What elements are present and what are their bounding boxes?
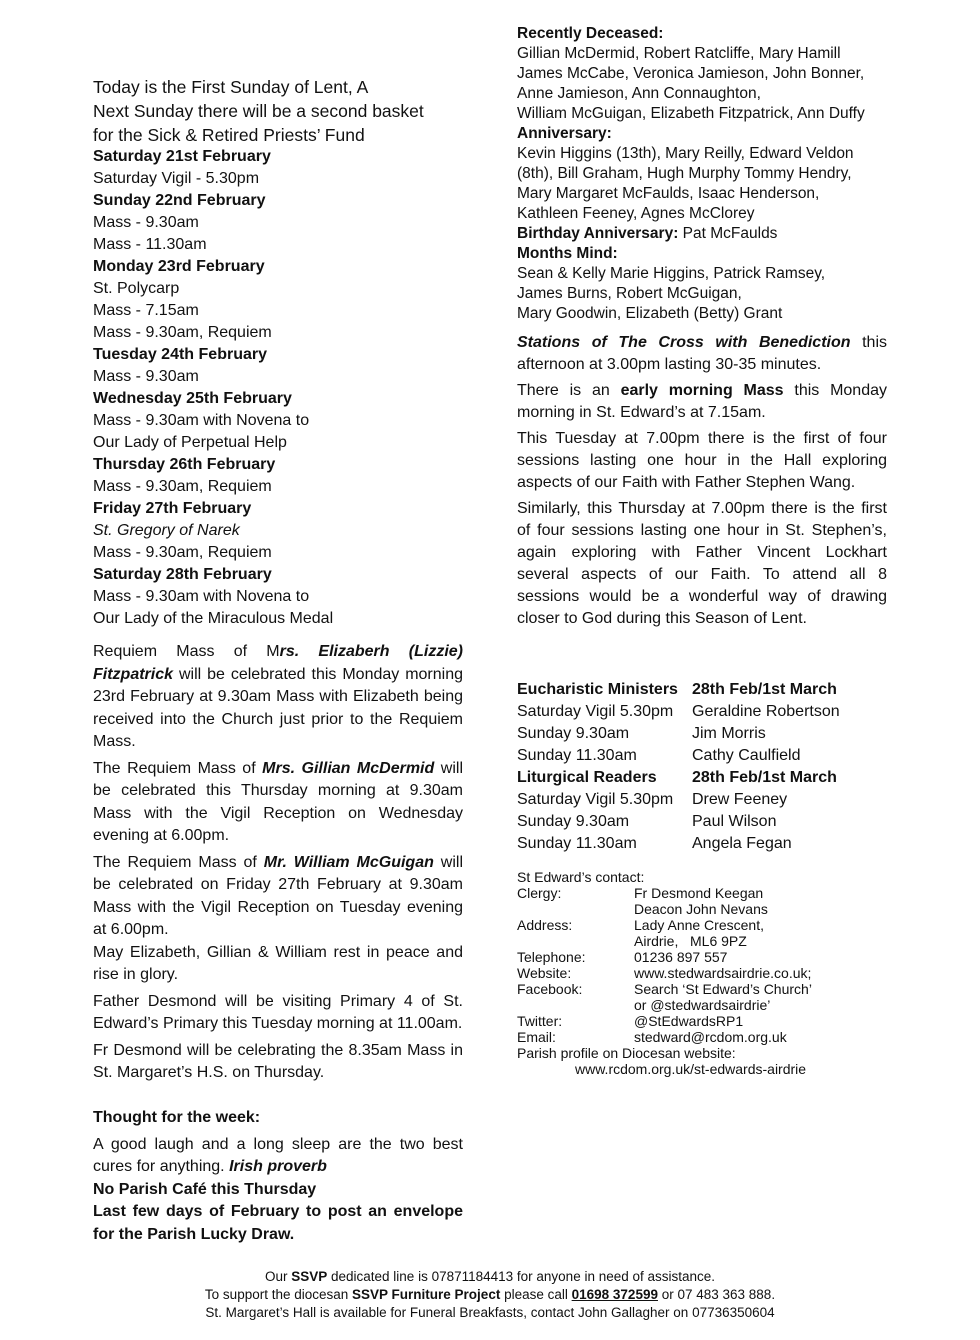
schedule-line: Mass - 9.30am, Requiem (93, 544, 272, 561)
early-mass-label: early morning Mass (620, 382, 784, 399)
parish-notices (517, 332, 887, 630)
contact-heading: St Edward’s contact: (517, 869, 645, 885)
anniversary-line: Kathleen Feeney, Agnes McClorey (517, 205, 755, 222)
months-mind-line: Sean & Kelly Marie Higgins, Patrick Ramsey, (517, 265, 826, 282)
schedule-day: Saturday 28th February (93, 566, 272, 583)
email-label: Email: (517, 1029, 556, 1045)
months-mind-heading: Months Mind: (517, 245, 618, 262)
notice-primary-visit: Father Desmond will be visiting Primary 4 of St. Edward’s Primary this Tuesday morning at 11.00am. (93, 992, 463, 1032)
thought-heading: Thought for the week: (93, 1109, 261, 1126)
table-row (517, 813, 840, 835)
intro-line-1: Today is the First Sunday of Lent, A (93, 77, 369, 97)
table-row (517, 835, 840, 857)
schedule-line: Mass - 11.30am (93, 236, 207, 253)
stations-title: Stations of The Cross with Benediction (517, 334, 851, 351)
table-row (517, 725, 840, 747)
schedule-day: Tuesday 24th February (93, 346, 267, 363)
schedule-line: Mass - 9.30am (93, 214, 199, 231)
rota-name: Geraldine Robertson (692, 703, 840, 720)
address-label: Address: (517, 917, 573, 933)
rota-name: Cathy Caulfield (692, 747, 801, 764)
deceased-line: James McCabe, Veronica Jamieson, John Bonner, (517, 65, 865, 82)
profile-label: Parish profile on Diocesan website: (517, 1045, 736, 1061)
rota-time: Saturday Vigil 5.30pm (517, 791, 674, 808)
notice-hs-mass: Fr Desmond will be celebrating the 8.35am Mass in St. Margaret’s H.S. on Thursday. (93, 1041, 463, 1081)
schedule-line: Our Lady of the Miraculous Medal (93, 610, 334, 627)
schedule-day: Friday 27th February (93, 500, 252, 517)
anniversary-line: (8th), Bill Graham, Hugh Murphy Tommy Hendry, (517, 165, 852, 182)
schedule-day: Thursday 26th February (93, 456, 276, 473)
notice-text: The Requiem Mass of (93, 759, 263, 777)
footer-text: Our (264, 1269, 292, 1284)
facebook-label: Facebook: (517, 981, 583, 997)
schedule-line: Mass - 7.15am (93, 302, 199, 319)
birthday-label: Birthday Anniversary: (517, 225, 679, 242)
early-mass-notice (517, 380, 887, 424)
schedule-feast: St. Gregory of Narek (93, 522, 240, 539)
rota-name: Drew Feeney (692, 791, 788, 808)
rota-time: Sunday 11.30am (517, 835, 637, 852)
notice-text: There is an (517, 382, 621, 399)
schedule-line: St. Polycarp (93, 280, 180, 297)
thursday-sessions-notice: Similarly, this Thursday at 7.00pm there is the first of four sessions lasting one hour in St. Stephen’s, again exploring with Father Vincent Lockhart several aspects of our Faith. To attend all 8 sessions would be a wonderful way of drawing closer to God during this Season of Lent. (517, 500, 887, 627)
rota-time: Sunday 9.30am (517, 813, 630, 830)
anniversary-line: Mary Margaret McFaulds, Isaac Henderson, (517, 185, 820, 202)
anniversary-line: Kevin Higgins (13th), Mary Reilly, Edward Veldon (517, 145, 854, 162)
notice-text: will be celebrated on Friday 27th February at 9.30am Mass with the Vigil Reception on Tuesday evening at 6.00pm. (93, 853, 464, 938)
website-link[interactable]: www.stedwardsairdrie.co.uk; (634, 965, 812, 981)
months-mind-line: James Burns, Robert McGuigan, (517, 285, 742, 302)
mass-schedule (93, 146, 463, 630)
intro (93, 75, 463, 147)
website-label: Website: (517, 965, 572, 981)
twitter-label: Twitter: (517, 1013, 563, 1029)
thought-body: A good laugh and a long sleep are the two best cures for anything. (93, 1135, 463, 1175)
requiem-notices (93, 641, 463, 1085)
schedule-line: Mass - 9.30am, Requiem (93, 478, 272, 495)
months-mind-line: Mary Goodwin, Elizabeth (Betty) Grant (517, 305, 783, 322)
rota-name: Jim Morris (692, 725, 766, 742)
rota-time: Sunday 9.30am (517, 725, 630, 742)
rota-name: Angela Fegan (692, 835, 792, 852)
deceased-name: Mrs. Gillian McDermid (262, 759, 435, 777)
notice-text: will be celebrated this Thursday morning at 9.30am Mass with the Vigil Reception on Wednesday evening at 6.00pm. (93, 759, 463, 844)
footer-text: To support the diocesan (204, 1287, 353, 1302)
clergy-deacon: Deacon John Nevans (634, 901, 768, 917)
rota-name: Paul Wilson (692, 813, 777, 830)
tuesday-sessions-notice: This Tuesday at 7.00pm there is the first of four sessions lasting one hour in the Hall exploring aspects of our Faith with Father Stephen Wang. (517, 430, 887, 491)
contact-table (517, 869, 812, 1077)
notice-text: will be celebrated this Monday morning 23rd February at 9.30am Mass with Elizabeth being received into the Church just prior to the Requiem Mass. (93, 665, 463, 750)
notice-rest-in-peace: May Elizabeth, Gillian & William rest in peace and rise in glory. (93, 943, 463, 983)
deceased-line: Gillian McDermid, Robert Ratcliffe, Mary Hamill (517, 45, 841, 62)
notice-requiem-mcguigan (93, 852, 463, 942)
notice-text: Requiem Mass of M (93, 643, 280, 660)
schedule-line: Mass - 9.30am, Requiem (93, 324, 272, 341)
telephone-label: Telephone: (517, 949, 586, 965)
table-row (517, 747, 840, 769)
stations-notice (517, 332, 887, 376)
footer (0, 1268, 980, 1322)
deceased-line: William McGuigan, Elizabeth Fitzpatrick, Ann Duffy (517, 105, 865, 122)
anniversary-heading: Anniversary: (517, 125, 612, 142)
intro-line-2: Next Sunday there will be a second basket (93, 101, 424, 121)
footer-text: or 07 483 363 888. (657, 1287, 776, 1302)
footer-text: please call (500, 1287, 572, 1302)
remembrance-list (517, 24, 887, 324)
em-heading: Eucharistic Ministers (517, 681, 678, 698)
lr-date: 28th Feb/1st March (692, 769, 837, 786)
notice-requiem-mcdermid (93, 758, 463, 848)
facebook-value-alt: or @stedwardsairdrie’ (634, 997, 771, 1013)
footer-line-2 (0, 1286, 980, 1304)
rota-time: Saturday Vigil 5.30pm (517, 703, 674, 720)
notice-requiem-fitzpatrick (93, 641, 463, 754)
schedule-line: Saturday Vigil - 5.30pm (93, 170, 260, 187)
lucky-draw-notice: Last few days of February to post an envelope for the Parish Lucky Draw. (93, 1203, 463, 1243)
table-row (517, 769, 840, 791)
ministers-rota (517, 681, 887, 857)
thought-source: Irish proverb (229, 1158, 327, 1175)
rota-time: Sunday 11.30am (517, 747, 637, 764)
notice-text: The Requiem Mass of (93, 853, 264, 871)
parish-contact (517, 869, 887, 1077)
facebook-value: Search ‘St Edward’s Church’ (634, 981, 812, 997)
schedule-day: Wednesday 25th February (93, 390, 292, 407)
footer-text: dedicated line is 07871184413 for anyone in need of assistance. (327, 1269, 716, 1284)
furniture-phone[interactable]: 01698 372599 (571, 1287, 658, 1302)
deceased-line: Anne Jamieson, Ann Connaughton, (517, 85, 761, 102)
deceased-heading: Recently Deceased: (517, 25, 664, 42)
footer-line-3: St. Margaret’s Hall is available for Funeral Breakfasts, contact John Gallagher on 07736350604 (205, 1305, 775, 1320)
schedule-day: Sunday 22nd February (93, 192, 266, 209)
schedule-line: Mass - 9.30am (93, 368, 199, 385)
telephone-value: 01236 897 557 (634, 949, 728, 965)
notice-text: this Monday morning in St. Edward’s at 7.15am. (517, 382, 887, 421)
clergy-label: Clergy: (517, 885, 562, 901)
lr-heading: Liturgical Readers (517, 769, 657, 786)
email-link[interactable]: stedward@rcdom.org.uk (634, 1029, 787, 1045)
schedule-day: Monday 23rd February (93, 258, 265, 275)
footer-line-1 (0, 1268, 980, 1286)
table-row (517, 703, 840, 725)
birthday-anniversary (517, 224, 887, 244)
furniture-project-label: SSVP Furniture Project (352, 1287, 501, 1302)
ssvp-label: SSVP (291, 1269, 328, 1284)
schedule-day: Saturday 21st February (93, 148, 271, 165)
thought-for-week (93, 1107, 463, 1246)
table-row (517, 681, 840, 703)
schedule-line: Mass - 9.30am with Novena to (93, 412, 310, 429)
birthday-name: Pat McFaulds (678, 225, 778, 242)
address-line-2: Airdrie, ML6 9PZ (634, 933, 747, 949)
deceased-name: Mr. William McGuigan (263, 853, 434, 871)
twitter-handle[interactable]: @StEdwardsRP1 (634, 1013, 744, 1029)
address-line-1: Lady Anne Crescent, (634, 917, 764, 933)
no-cafe-notice: No Parish Café this Thursday (93, 1180, 317, 1198)
clergy-priest: Fr Desmond Keegan (634, 885, 764, 901)
profile-link[interactable]: www.rcdom.org.uk/st-edwards-airdrie (575, 1061, 807, 1077)
notice-text: this afternoon at 3.00pm lasting 30-35 minutes. (517, 334, 888, 373)
intro-line-3: for the Sick & Retired Priests’ Fund (93, 125, 365, 145)
schedule-line: Our Lady of Perpetual Help (93, 434, 287, 451)
ministers-table (517, 681, 840, 857)
thought-text (93, 1134, 463, 1179)
schedule-line: Mass - 9.30am with Novena to (93, 588, 310, 605)
table-row (517, 791, 840, 813)
deceased-name: rs. Elizaberh (Lizzie) Fitzpatrick (93, 643, 464, 683)
em-date: 28th Feb/1st March (692, 681, 837, 698)
